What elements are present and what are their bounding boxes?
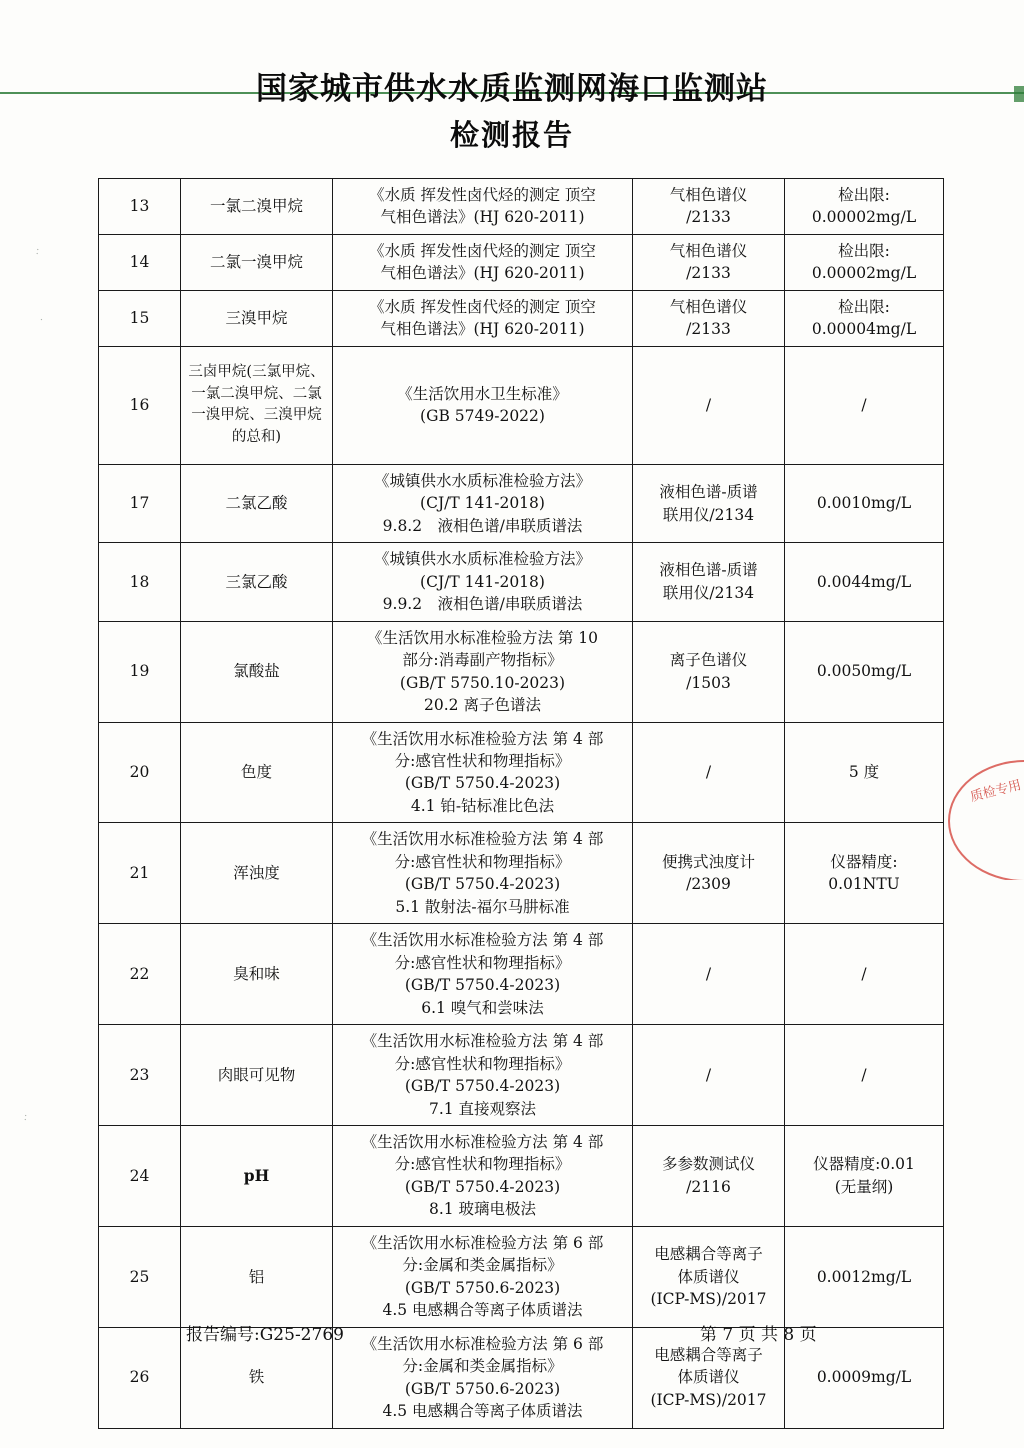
instrument-line: (ICP-MS)/2017 [650,1290,767,1309]
method-line: 《生活饮用水标准检验方法 第 6 部 [361,1233,604,1252]
method-line: 20.2 离子色谱法 [424,696,541,715]
row-limit: / [785,924,944,1025]
limit-line: (无量纲) [834,1177,894,1196]
row-method [333,621,633,722]
row-instrument: / [633,924,785,1025]
row-item: 二氯一溴甲烷 [181,234,333,290]
row-limit: 0.0050mg/L [785,621,944,722]
row-limit [785,290,944,346]
method-line: (GB 5749-2022) [420,407,545,426]
instrument-line: 气相色谱仪 [669,186,748,204]
instrument-line: /2309 [686,875,731,894]
row-limit: 0.0009mg/L [785,1327,944,1428]
row-method [333,290,633,346]
row-method [333,543,633,621]
row-instrument [633,1126,785,1227]
report-table [98,178,944,1429]
method-line: 《水质 挥发性卤代烃的测定 顶空 [369,297,596,316]
table-row [99,722,944,823]
row-method [333,1226,633,1327]
instrument-line: 便携式浊度计 [661,852,755,871]
row-limit [785,179,944,235]
method-line: 分:感官性状和物理指标》 [394,1054,571,1073]
method-line: 4.5 电感耦合等离子体质谱法 [382,1301,583,1320]
table-row [99,1126,944,1227]
method-line: 《城镇供水水质标准检验方法》 [373,471,591,490]
row-no: 23 [99,1025,181,1126]
page-subtitle: 检测报告 [449,117,574,152]
row-no: 24 [99,1126,181,1227]
method-line: 气相色谱法》(HJ 620-2011) [380,320,585,339]
row-item: 二氯乙酸 [181,464,333,542]
stamp-text: 质检专用 [968,777,1023,806]
limit-line: 检出限: [838,297,890,316]
table-row [99,924,944,1025]
row-limit: 0.0012mg/L [785,1226,944,1327]
row-item: 一氯二溴甲烷 [181,179,333,235]
method-line: 气相色谱法》(HJ 620-2011) [380,208,585,227]
limit-line: 0.01NTU [828,875,900,894]
row-no: 16 [99,346,181,464]
limit-line: 仪器精度:0.01 [813,1155,915,1174]
report-number: 报告编号:G25-2769 [186,1325,344,1345]
instrument-line: (ICP-MS)/2017 [650,1390,767,1409]
method-line: 《生活饮用水标准检验方法 第 4 部 [361,1133,604,1151]
method-line: 分:感官性状和物理指标》 [394,953,571,972]
row-item: 浑浊度 [181,823,333,924]
row-item: pH [181,1126,333,1227]
instrument-line: 联用仪/2134 [662,505,755,524]
method-line: (GB/T 5750.10-2023) [399,673,566,692]
table-row [99,823,944,924]
method-line: 6.1 嗅气和尝味法 [421,998,544,1017]
method-line: 《生活饮用水标准检验方法 第 6 部 [361,1334,604,1353]
row-instrument [633,234,785,290]
table-row [99,1226,944,1327]
instrument-line: /2133 [686,264,731,283]
instrument-line: /2116 [686,1177,731,1196]
method-line: (GB/T 5750.4-2023) [404,1177,561,1196]
instrument-line: 离子色谱仪 [669,651,748,670]
row-limit: 0.0010mg/L [785,464,944,542]
instrument-line: 联用仪/2134 [662,583,755,602]
row-limit [785,234,944,290]
row-no: 22 [99,924,181,1025]
method-line: 分:感官性状和物理指标》 [394,751,571,770]
method-line: 9.9.2 液相色谱/串联质谱法 [382,595,583,614]
table-row [99,1025,944,1126]
method-line: (GB/T 5750.4-2023) [404,1077,561,1096]
scan-artifact: . [39,310,45,324]
row-method [333,1025,633,1126]
method-line: 分:金属和类金属指标》 [402,1256,563,1275]
instrument-line: 液相色谱-质谱 [659,561,758,580]
row-method [333,1126,633,1227]
row-limit: / [785,1025,944,1126]
row-limit: / [785,346,944,464]
stamp-ring [948,760,1024,880]
page-title: 国家城市供水水质监测网海口监测站 [256,71,768,107]
row-item: 三卤甲烷(三氯甲烷、一氯二溴甲烷、二氯一溴甲烷、三溴甲烷的总和) [181,346,333,464]
limit-line: 仪器精度: [830,852,898,871]
method-line: 部分:消毒副产物指标》 [402,651,563,670]
row-no: 25 [99,1226,181,1327]
method-line: 《生活饮用水标准检验方法 第 4 部 [361,830,604,849]
row-method [333,346,633,464]
instrument-line: 体质谱仪 [677,1368,740,1387]
table-row [99,179,944,235]
table-row [99,543,944,621]
table-row [99,346,944,464]
method-line: 分:感官性状和物理指标》 [394,852,571,871]
row-method [333,722,633,823]
row-instrument [633,179,785,235]
instrument-line: 电感耦合等离子 [654,1345,763,1364]
limit-line: 检出限: [838,186,890,204]
report-table-wrapper [98,178,943,1429]
instrument-line: 液相色谱-质谱 [659,483,758,502]
row-no: 14 [99,234,181,290]
row-instrument [633,1226,785,1327]
row-limit: 0.0044mg/L [785,543,944,621]
row-item: 铝 [181,1226,333,1327]
instrument-line: /2133 [686,320,731,339]
official-stamp [938,760,1024,880]
row-item: 肉眼可见物 [181,1025,333,1126]
row-instrument: / [633,346,785,464]
row-item: 氯酸盐 [181,621,333,722]
method-line: 8.1 玻璃电极法 [428,1200,537,1219]
row-method [333,179,633,235]
row-item: 三溴甲烷 [181,290,333,346]
row-no: 18 [99,543,181,621]
row-limit [785,823,944,924]
method-line: 《生活饮用水标准检验方法 第 4 部 [361,1032,604,1051]
row-instrument [633,823,785,924]
method-line: (GB/T 5750.4-2023) [404,774,561,793]
table-row [99,621,944,722]
row-instrument [633,290,785,346]
method-line: (CJ/T 141-2018) [420,494,545,513]
method-line: (GB/T 5750.4-2023) [404,875,561,894]
row-no: 13 [99,179,181,235]
method-line: (GB/T 5750.4-2023) [404,976,561,995]
instrument-line: /1503 [686,673,731,692]
table-row [99,464,944,542]
row-limit [785,1126,944,1227]
row-item: 三氯乙酸 [181,543,333,621]
table-row [99,290,944,346]
row-no: 15 [99,290,181,346]
instrument-line: /2133 [686,208,731,227]
row-item: 臭和味 [181,924,333,1025]
method-line: 5.1 散射法-福尔马肼标准 [395,897,570,916]
row-instrument: / [633,722,785,823]
limit-line: 0.00004mg/L [811,320,917,339]
row-no: 17 [99,464,181,542]
row-item: 铁 [181,1327,333,1428]
row-instrument [633,621,785,722]
page-indicator: 第 7 页 共 8 页 [700,1325,817,1345]
instrument-line: 多参数测试仪 [661,1155,755,1174]
method-line: 《生活饮用水标准检验方法 第 4 部 [361,729,604,748]
row-item: 色度 [181,722,333,823]
row-method [333,924,633,1025]
row-instrument: / [633,1025,785,1126]
method-line: 4.5 电感耦合等离子体质谱法 [382,1402,583,1421]
method-line: 《水质 挥发性卤代烃的测定 顶空 [369,241,596,260]
instrument-line: 气相色谱仪 [669,297,748,316]
method-line: 分:感官性状和物理指标》 [394,1155,571,1174]
method-line: (CJ/T 141-2018) [420,572,545,591]
instrument-line: 电感耦合等离子 [654,1245,763,1264]
instrument-line: 体质谱仪 [677,1267,740,1286]
method-line: 气相色谱法》(HJ 620-2011) [380,264,585,283]
method-line: 分:金属和类金属指标》 [402,1357,563,1376]
limit-line: 0.00002mg/L [811,208,917,227]
row-method [333,823,633,924]
row-instrument [633,464,785,542]
limit-line: 0.00002mg/L [811,264,917,283]
method-line: 《生活饮用水标准检验方法 第 10 [366,628,599,647]
limit-line: 检出限: [838,241,890,260]
row-no: 19 [99,621,181,722]
method-line: 《生活饮用水标准检验方法 第 4 部 [361,931,604,950]
row-method [333,1327,633,1428]
row-method [333,234,633,290]
method-line: (GB/T 5750.6-2023) [404,1379,561,1398]
row-no: 20 [99,722,181,823]
scan-artifact: : [23,1110,29,1124]
row-no: 21 [99,823,181,924]
method-line: 《城镇供水水质标准检验方法》 [373,550,591,569]
method-line: (GB/T 5750.6-2023) [404,1278,561,1297]
row-limit: 5 度 [785,722,944,823]
method-line: 7.1 直接观察法 [428,1099,537,1118]
method-line: 《水质 挥发性卤代烃的测定 顶空 [369,186,596,204]
table-row [99,234,944,290]
method-line: 《生活饮用水卫生标准》 [397,384,568,403]
row-instrument [633,543,785,621]
method-line: 4.1 铂-钴标准比色法 [410,796,555,815]
method-line: 9.8.2 液相色谱/串联质谱法 [382,516,583,535]
document-header [0,70,1024,154]
instrument-line: 气相色谱仪 [669,241,748,260]
scan-artifact: : [35,244,41,258]
row-method [333,464,633,542]
row-no: 26 [99,1327,181,1428]
